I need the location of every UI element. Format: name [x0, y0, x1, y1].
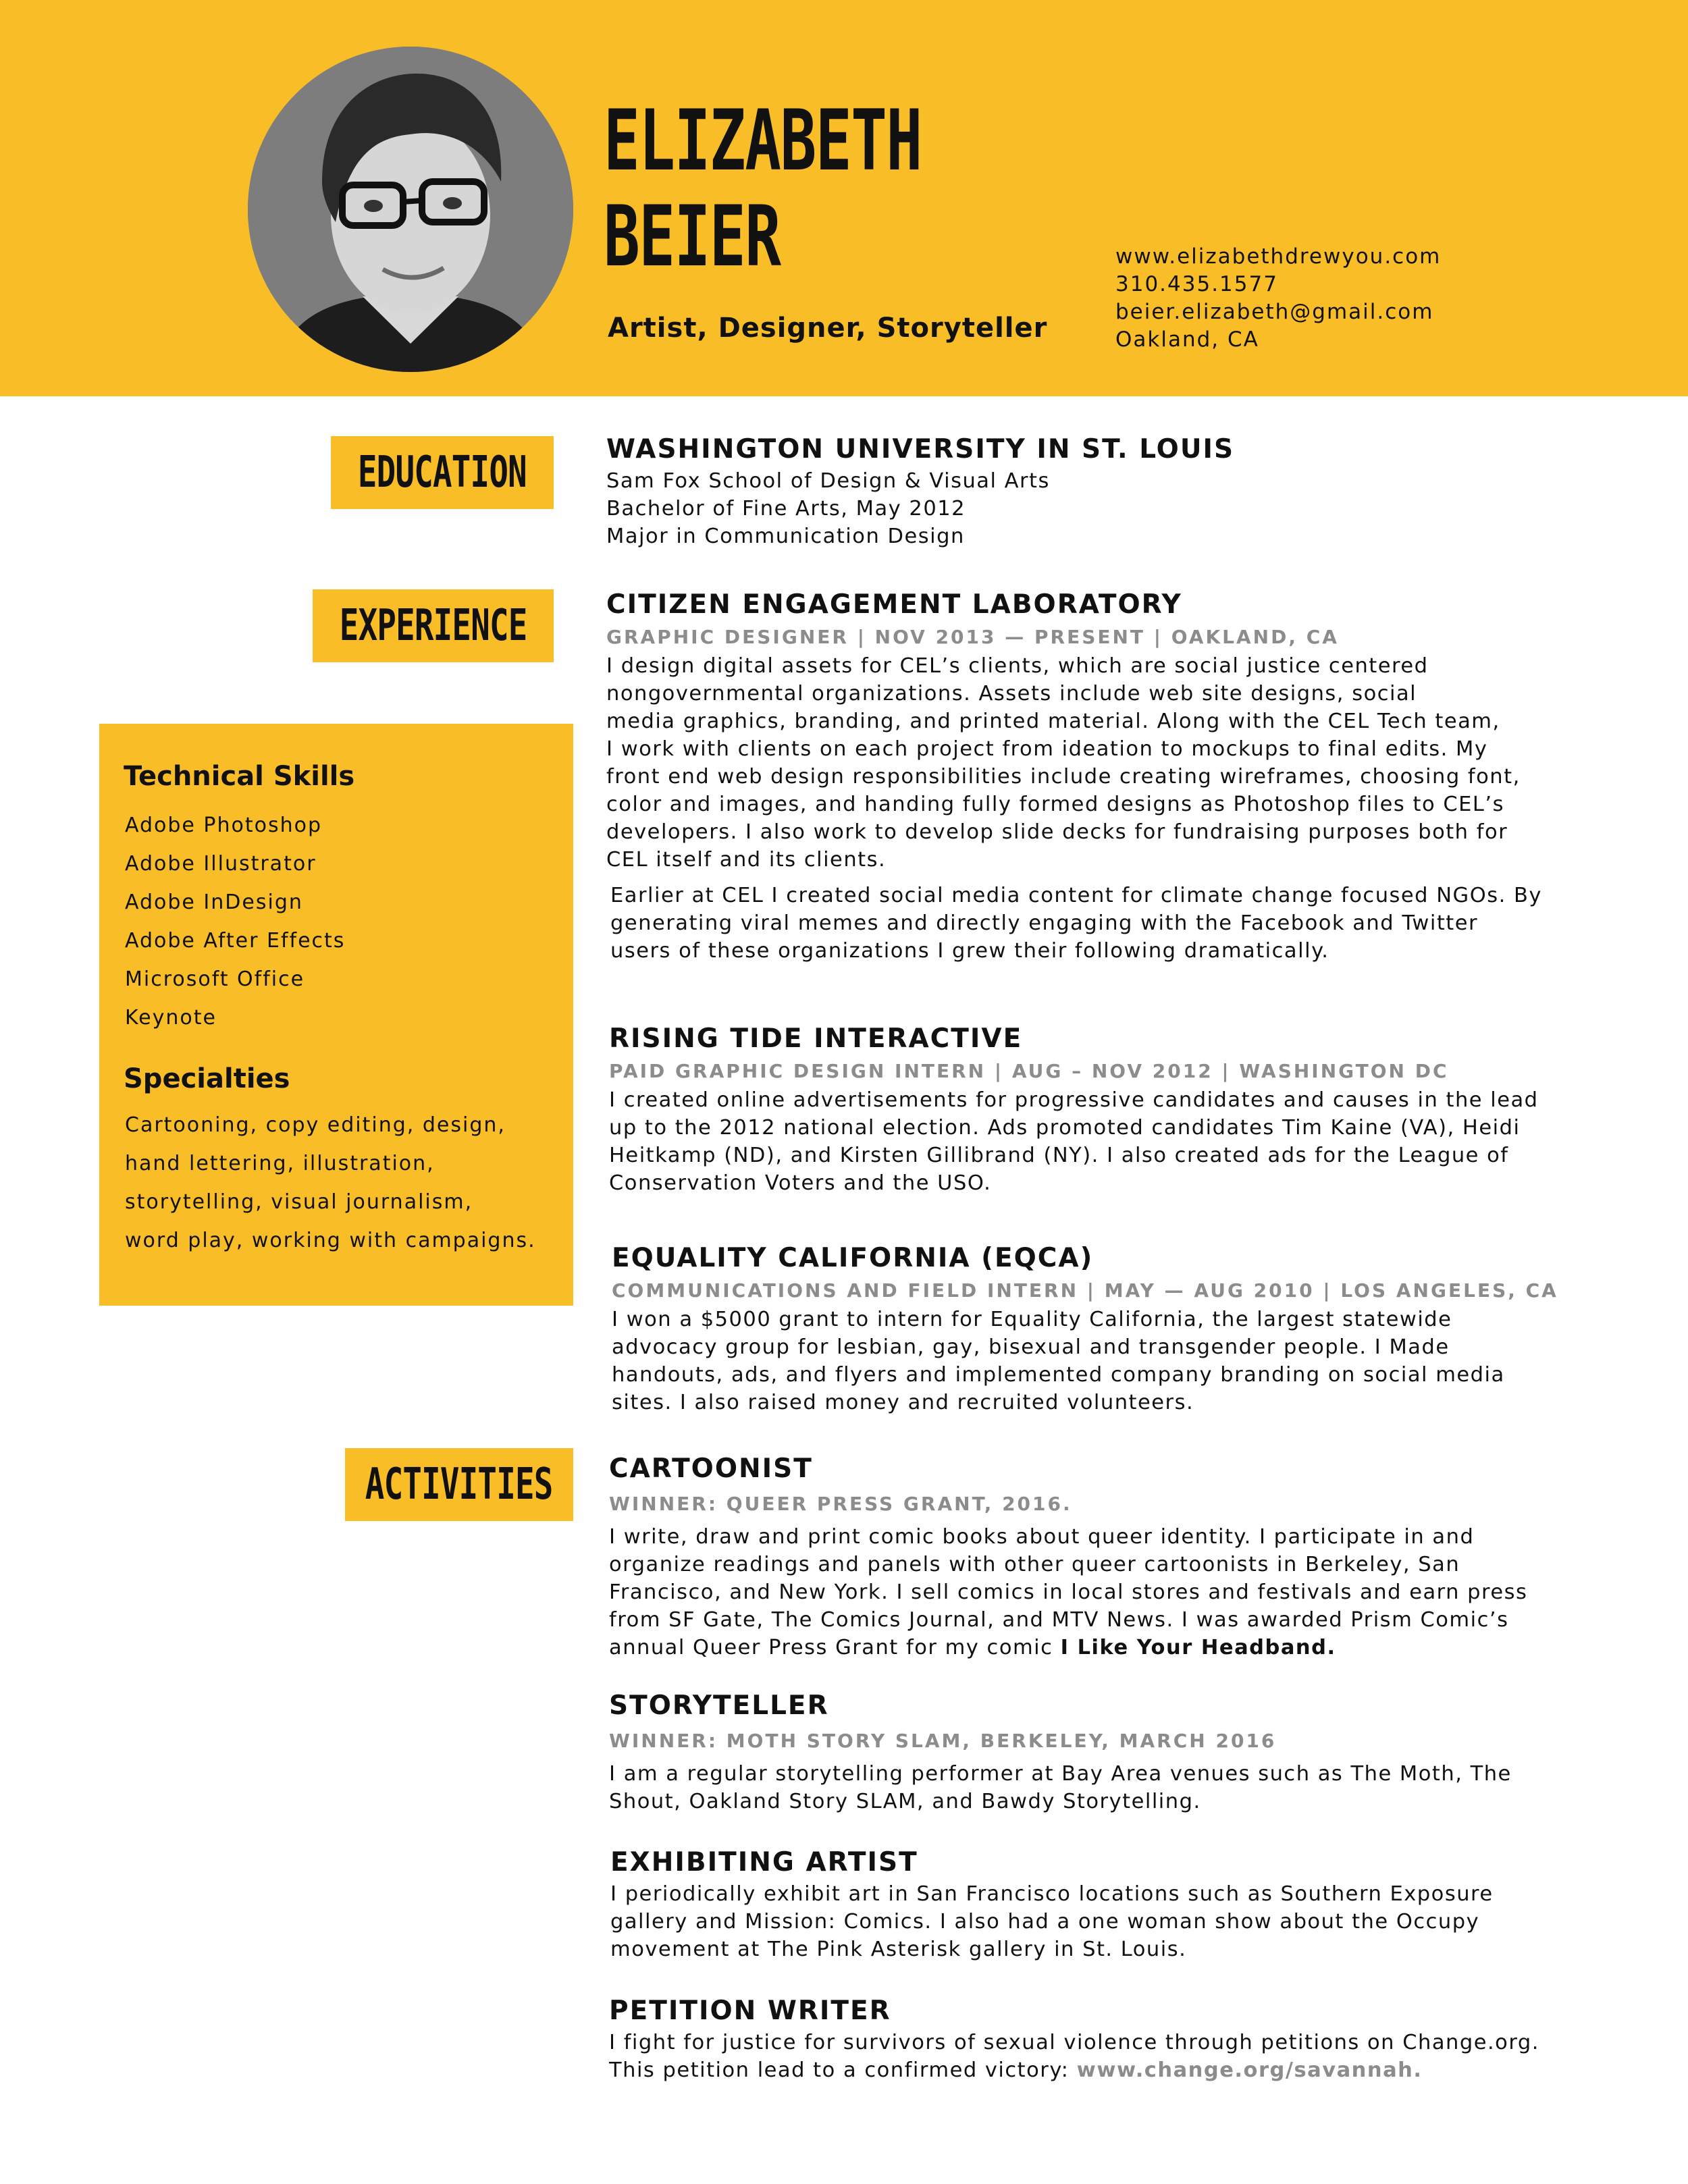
education-entry	[606, 432, 1599, 550]
body-line: Earlier at CEL I created social media content for climate change focused NGOs. By	[610, 884, 1542, 907]
activities-tag	[345, 1448, 573, 1521]
education-line: Sam Fox School of Design & Visual Arts	[606, 469, 1050, 493]
experience-title: RISING TIDE INTERACTIVE	[609, 1023, 1023, 1054]
experience-entry-cel	[606, 587, 1599, 965]
contact-block	[1115, 243, 1441, 354]
body-line: developers. I also work to develop slide decks for fundraising purposes both for	[606, 820, 1508, 844]
body-line: front end web design responsibilities include creating wireframes, choosing font,	[606, 765, 1521, 789]
tagline: Artist, Designer, Storyteller	[608, 313, 1048, 344]
specialties-line: Cartooning, copy editing, design,	[125, 1113, 506, 1137]
body-line: nongovernmental organizations. Assets include web site designs, social	[606, 682, 1417, 705]
activity-title: PETITION WRITER	[609, 1996, 891, 2026]
education-tag-label: EDUCATION	[358, 448, 527, 498]
activity-subtitle: WINNER: QUEER PRESS GRANT, 2016.	[609, 1493, 1072, 1515]
skills-sidebar	[99, 724, 573, 1306]
activity-title: STORYTELLER	[609, 1690, 829, 1721]
body-line: I won a $5000 grant to intern for Equality California, the largest statewide	[612, 1308, 1452, 1331]
education-tag	[331, 436, 554, 509]
body-line: advocacy group for lesbian, gay, bisexual and transgender people. I Made	[612, 1335, 1450, 1359]
body-line: from SF Gate, The Comics Journal, and MTV News. I was awarded Prism Comic’s	[609, 1608, 1509, 1632]
activity-entry-exhibiting	[610, 1845, 1603, 1963]
skills-heading: Technical Skills	[124, 761, 355, 792]
contact-phone: 310.435.1577	[1115, 272, 1278, 296]
skill-item: Microsoft Office	[125, 967, 305, 991]
body-line: handouts, ads, and flyers and implemented company branding on social media	[612, 1363, 1505, 1387]
body-line: Heitkamp (ND), and Kirsten Gillibrand (NY). I also created ads for the League of	[609, 1144, 1509, 1167]
skill-item: Adobe After Effects	[125, 929, 346, 953]
contact-location: Oakland, CA	[1115, 327, 1259, 352]
body-line: I write, draw and print comic books about queer identity. I participate in and	[609, 1525, 1475, 1549]
body-line	[609, 2056, 1602, 2084]
activities-tag-label: ACTIVITIES	[365, 1460, 553, 1510]
activity-title: EXHIBITING ARTIST	[610, 1847, 918, 1877]
experience-entry-eqca	[612, 1241, 1604, 1416]
experience-tag-label: EXPERIENCE	[339, 601, 527, 651]
experience-subtitle: COMMUNICATIONS AND FIELD INTERN | MAY — AUG 2010 | LOS ANGELES, CA	[612, 1279, 1558, 1302]
experience-subtitle: PAID GRAPHIC DESIGN INTERN | AUG – NOV 2012 | WASHINGTON DC	[609, 1060, 1449, 1082]
avatar	[248, 47, 573, 372]
body-line: I created online advertisements for progressive candidates and causes in the lead	[609, 1088, 1539, 1112]
specialties-list	[125, 1106, 536, 1260]
experience-description	[606, 652, 1599, 874]
education-line: Bachelor of Fine Arts, May 2012	[606, 497, 966, 521]
body-line: gallery and Mission: Comics. I also had a one woman show about the Occupy	[610, 1910, 1480, 1934]
comic-title: I Like Your Headband.	[1060, 1636, 1336, 1659]
name-heading	[604, 93, 922, 285]
last-name: BEIER	[604, 188, 781, 286]
experience-title: CITIZEN ENGAGEMENT LABORATORY	[606, 589, 1182, 620]
body-line: sites. I also raised money and recruited volunteers.	[612, 1391, 1194, 1414]
skills-list	[125, 806, 345, 1037]
body-line: organize readings and panels with other queer cartoonists in Berkeley, San	[609, 1553, 1460, 1576]
specialties-line: hand lettering, illustration,	[125, 1152, 435, 1175]
activity-description	[609, 1523, 1602, 1661]
experience-entry-rti	[609, 1021, 1602, 1197]
body-line-text: annual Queer Press Grant for my comic	[609, 1636, 1061, 1659]
education-line: Major in Communication Design	[606, 525, 965, 548]
skill-item: Adobe Photoshop	[125, 814, 323, 837]
activity-entry-cartoonist	[609, 1451, 1602, 1661]
body-line: I fight for justice for survivors of sexual violence through petitions on Change.org.	[609, 2031, 1539, 2054]
specialties-line: storytelling, visual journalism,	[125, 1190, 473, 1214]
contact-email[interactable]: beier.elizabeth@gmail.com	[1115, 300, 1434, 324]
skill-item: Keynote	[125, 1006, 217, 1030]
experience-title: EQUALITY CALIFORNIA (EQCA)	[612, 1243, 1094, 1273]
experience-subtitle: GRAPHIC DESIGNER | NOV 2013 — PRESENT | OAKLAND, CA	[606, 626, 1339, 648]
specialties-heading: Specialties	[124, 1063, 290, 1094]
activity-description	[609, 2029, 1602, 2084]
activity-subtitle: WINNER: MOTH STORY SLAM, BERKELEY, MARCH 2016	[609, 1730, 1277, 1752]
education-school: WASHINGTON UNIVERSITY IN ST. LOUIS	[606, 434, 1235, 464]
specialties-line: word play, working with campaigns.	[125, 1229, 536, 1252]
body-line: users of these organizations I grew their following dramatically.	[610, 939, 1329, 963]
petition-link[interactable]: www.change.org/savannah.	[1076, 2058, 1423, 2082]
experience-description-2	[610, 882, 1599, 965]
body-line: media graphics, branding, and printed material. Along with the CEL Tech team,	[606, 710, 1500, 733]
experience-description	[609, 1086, 1602, 1197]
activity-description	[609, 1760, 1602, 1815]
experience-description	[612, 1306, 1604, 1416]
activity-title: CARTOONIST	[609, 1454, 813, 1484]
activity-entry-storyteller	[609, 1688, 1602, 1815]
body-line: I design digital assets for CEL’s clients, which are social justice centered	[606, 654, 1429, 678]
profile-photo	[248, 47, 573, 372]
skill-item: Adobe InDesign	[125, 890, 303, 914]
body-line: Shout, Oakland Story SLAM, and Bawdy Storytelling.	[609, 1790, 1201, 1813]
activity-entry-petition	[609, 1994, 1602, 2084]
activity-description	[610, 1880, 1603, 1963]
experience-tag	[313, 589, 554, 662]
education-details	[606, 467, 1599, 550]
body-line: I am a regular storytelling performer at Bay Area venues such as The Moth, The	[609, 1762, 1512, 1786]
body-line: generating viral memes and directly engaging with the Facebook and Twitter	[610, 911, 1479, 935]
body-line: I work with clients on each project from ideation to mockups to final edits. My	[606, 737, 1488, 761]
first-name: ELIZABETH	[604, 92, 922, 190]
body-line: Conservation Voters and the USO.	[609, 1171, 992, 1195]
body-line: color and images, and handing fully formed designs as Photoshop files to CEL’s	[606, 793, 1504, 816]
skill-item: Adobe Illustrator	[125, 852, 317, 876]
body-line: movement at The Pink Asterisk gallery in St. Louis.	[610, 1938, 1187, 1961]
contact-website[interactable]: www.elizabethdrewyou.com	[1115, 244, 1442, 269]
body-line	[609, 1634, 1602, 1661]
body-line-text: This petition lead to a confirmed victory:	[609, 2058, 1077, 2082]
body-line: I periodically exhibit art in San Francisco locations such as Southern Exposure	[610, 1882, 1494, 1906]
body-line: Francisco, and New York. I sell comics in local stores and festivals and earn press	[609, 1580, 1528, 1604]
body-line: CEL itself and its clients.	[606, 848, 887, 872]
body-line: up to the 2012 national election. Ads promoted candidates Tim Kaine (VA), Heidi	[609, 1116, 1521, 1140]
